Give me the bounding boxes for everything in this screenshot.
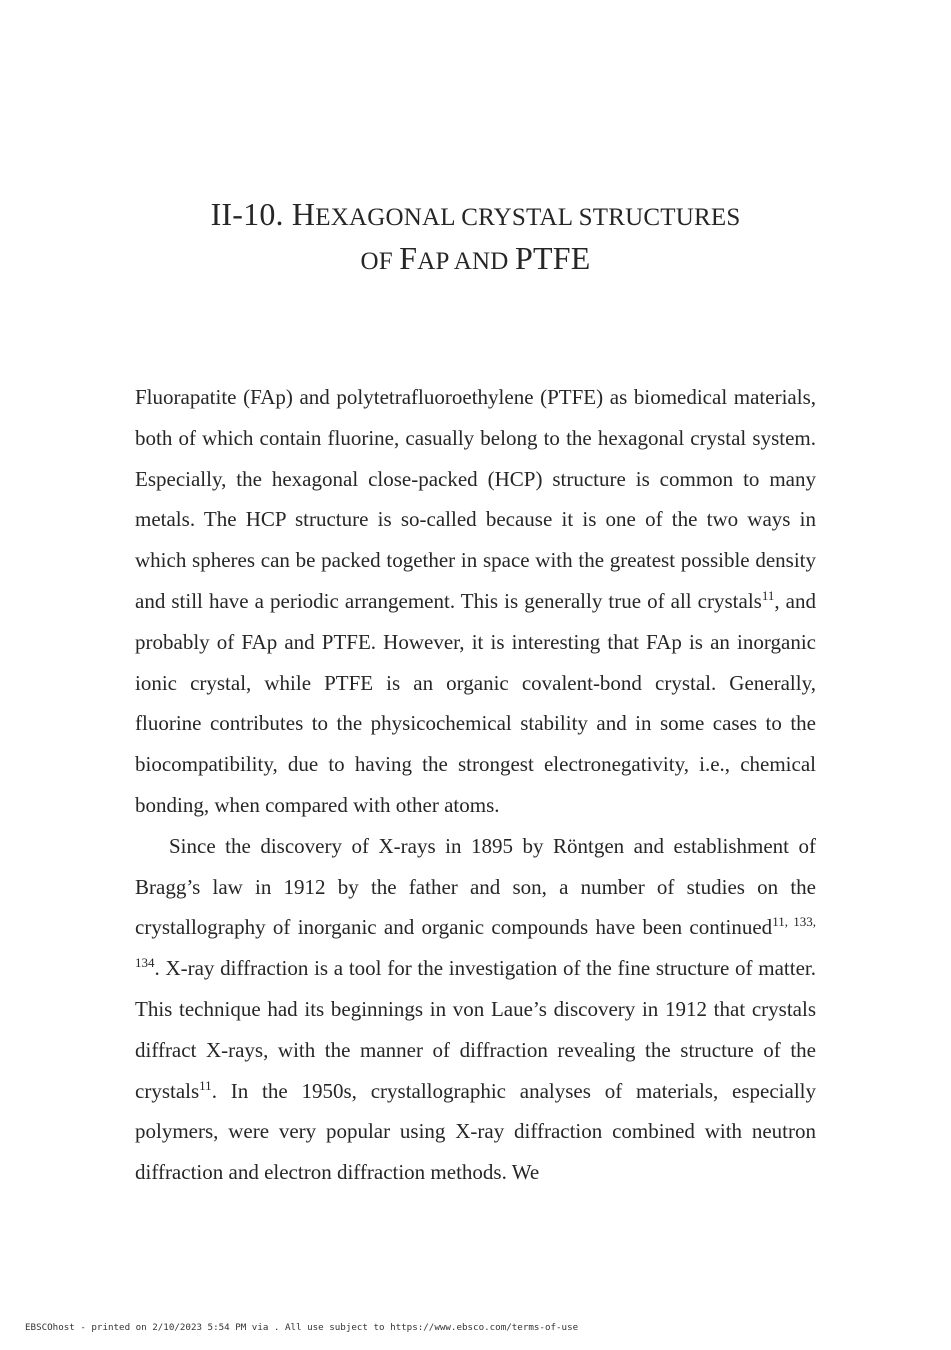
title-line-1: II-10. HEXAGONAL CRYSTAL STRUCTURES xyxy=(210,196,741,232)
paragraph-2: Since the discovery of X-rays in 1895 by Röntgen and establishment of Bragg’s law in 1912 by the father and son, a number of studies on the crystallography of inorganic and organic compounds have been continued$^{11, 133, 134}$. X-ray diffraction is a tool for the investigation of the fine structure of matter. This technique had its beginnings in von Laue’s discovery in 1912 that crystals diffract X-rays, with the manner of diffraction revealing the structure of the crystals$^{11}$. In the 1950s, crystallographic analyses of materials, especially polymers, were very popular using X-ray diffraction combined with neutron diffraction and electron diffraction methods. We xyxy=(135,833,816,1185)
citation-ref: 11 xyxy=(199,1077,212,1093)
paragraph-1: Fluorapatite (FAp) and polytetrafluoroethylene (PTFE) as biomedical materials, both of which contain fluorine, casually belong to the hexagonal crystal system. Especially, the hexagonal close-packed (HCP) structure is common to many metals. The HCP structure is so-called because it is one of the two ways in which spheres can be packed together in space with the greatest possible density and still have a periodic arrangement. This is generally true of all crystals$^{11}$, and probably of FAp and PTFE. However, it is interesting that FAp is an inorganic ionic crystal, while PTFE is an organic covalent-bond crystal. Generally, fluorine contributes to the physicochemical stability and in some cases to the biocompatibility, due to having the strongest electronegativity, i.e., chemical bonding, when compared with other atoms. xyxy=(135,385,817,817)
print-footer: EBSCOhost - printed on 2/10/2023 5:54 PM via . All use subject to https://www.ebsco.com/terms-of-use xyxy=(25,1322,579,1333)
citation-ref: 11, 133, 134 xyxy=(135,914,816,971)
body-text xyxy=(135,377,816,1193)
citation-ref: 11 xyxy=(761,587,775,603)
section-title xyxy=(0,194,951,282)
title-line-2: OF FAP AND PTFE xyxy=(360,240,591,276)
